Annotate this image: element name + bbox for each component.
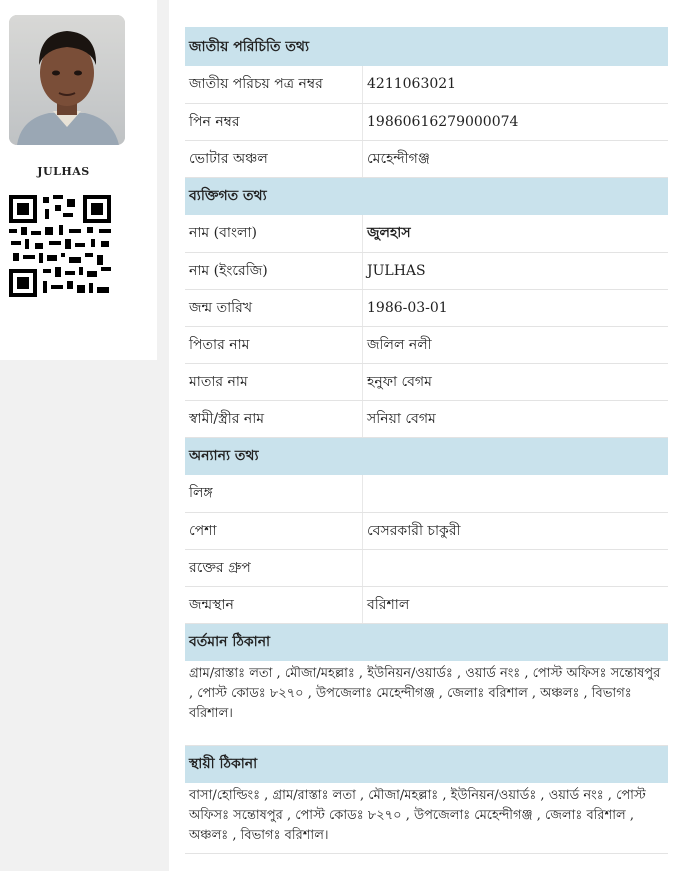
profile-card bbox=[0, 0, 157, 360]
qr-code bbox=[9, 195, 111, 297]
row-value: জলিল নলী bbox=[363, 326, 669, 363]
row-value: বেসরকারী চাকুরী bbox=[363, 512, 669, 549]
row-label: নাম (ইংরেজি) bbox=[185, 252, 363, 289]
table-row bbox=[185, 252, 668, 289]
profile-photo bbox=[9, 15, 125, 145]
info-table bbox=[185, 27, 668, 854]
table-row bbox=[185, 326, 668, 363]
present-address-row bbox=[185, 661, 668, 745]
row-value: 19860616279000074 bbox=[363, 103, 669, 140]
row-value: 1986-03-01 bbox=[363, 289, 669, 326]
row-label: পিন নম্বর bbox=[185, 103, 363, 140]
section-title: অন্যান্য তথ্য bbox=[185, 437, 668, 475]
row-label: পেশা bbox=[185, 512, 363, 549]
table-row bbox=[185, 103, 668, 140]
section-header-permanent-address bbox=[185, 745, 668, 783]
present-address-text: গ্রাম/রাস্তাঃ লতা , মৌজা/মহল্লাঃ , ইউনিয়ন/ওয়ার্ডঃ , ওয়ার্ড নংঃ , পোস্ট অফিসঃ সন্তোষপুর , পোস্ট কোডঃ ৮২৭০ , উপজেলাঃ মেহেন্দীগঞ্জ , জেলাঃ বরিশাল , অঞ্চলঃ , বিভাগঃ বরিশাল। bbox=[185, 661, 668, 745]
table-row bbox=[185, 66, 668, 103]
table-row bbox=[185, 289, 668, 326]
table-row bbox=[185, 215, 668, 252]
row-value: মেহেন্দীগঞ্জ bbox=[363, 140, 669, 177]
row-value: জুলহাস bbox=[363, 215, 669, 252]
section-title: ব্যক্তিগত তথ্য bbox=[185, 177, 668, 215]
row-value: 4211063021 bbox=[363, 66, 669, 103]
row-label: স্বামী/স্ত্রীর নাম bbox=[185, 400, 363, 437]
row-value: সনিয়া বেগম bbox=[363, 400, 669, 437]
permanent-address-row bbox=[185, 783, 668, 853]
section-header-present-address bbox=[185, 623, 668, 661]
row-label: জন্ম তারিখ bbox=[185, 289, 363, 326]
section-header-national bbox=[185, 27, 668, 66]
permanent-address-text: বাসা/হোল্ডিংঃ , গ্রাম/রাস্তাঃ লতা , মৌজা/মহল্লাঃ , ইউনিয়ন/ওয়ার্ডঃ , ওয়ার্ড নংঃ , পোস্ট অফিসঃ সন্তোষপুর , পোস্ট কোডঃ ৮২৭০ , উপজেলাঃ মেহেন্দীগঞ্জ , জেলাঃ বরিশাল , অঞ্চলঃ , বিভাগঃ বরিশাল। bbox=[185, 783, 668, 853]
section-header-personal bbox=[185, 177, 668, 215]
profile-name: JULHAS bbox=[37, 165, 90, 178]
table-row bbox=[185, 363, 668, 400]
row-label: জাতীয় পরিচয় পত্র নম্বর bbox=[185, 66, 363, 103]
section-title: জাতীয় পরিচিতি তথ্য bbox=[185, 27, 668, 66]
section-title: স্থায়ী ঠিকানা bbox=[185, 745, 668, 783]
row-value: JULHAS bbox=[363, 252, 669, 289]
row-label: লিঙ্গ bbox=[185, 475, 363, 512]
row-label: মাতার নাম bbox=[185, 363, 363, 400]
section-title: বর্তমান ঠিকানা bbox=[185, 623, 668, 661]
info-panel bbox=[169, 0, 676, 871]
row-value bbox=[363, 475, 669, 512]
section-header-other bbox=[185, 437, 668, 475]
row-label: পিতার নাম bbox=[185, 326, 363, 363]
row-value: হনুফা বেগম bbox=[363, 363, 669, 400]
table-row bbox=[185, 549, 668, 586]
table-row bbox=[185, 400, 668, 437]
row-label: ভোটার অঞ্চল bbox=[185, 140, 363, 177]
table-row bbox=[185, 140, 668, 177]
table-row bbox=[185, 475, 668, 512]
row-value: বরিশাল bbox=[363, 586, 669, 623]
table-row bbox=[185, 586, 668, 623]
row-label: রক্তের গ্রুপ bbox=[185, 549, 363, 586]
row-value bbox=[363, 549, 669, 586]
row-label: জন্মস্থান bbox=[185, 586, 363, 623]
row-label: নাম (বাংলা) bbox=[185, 215, 363, 252]
table-row bbox=[185, 512, 668, 549]
